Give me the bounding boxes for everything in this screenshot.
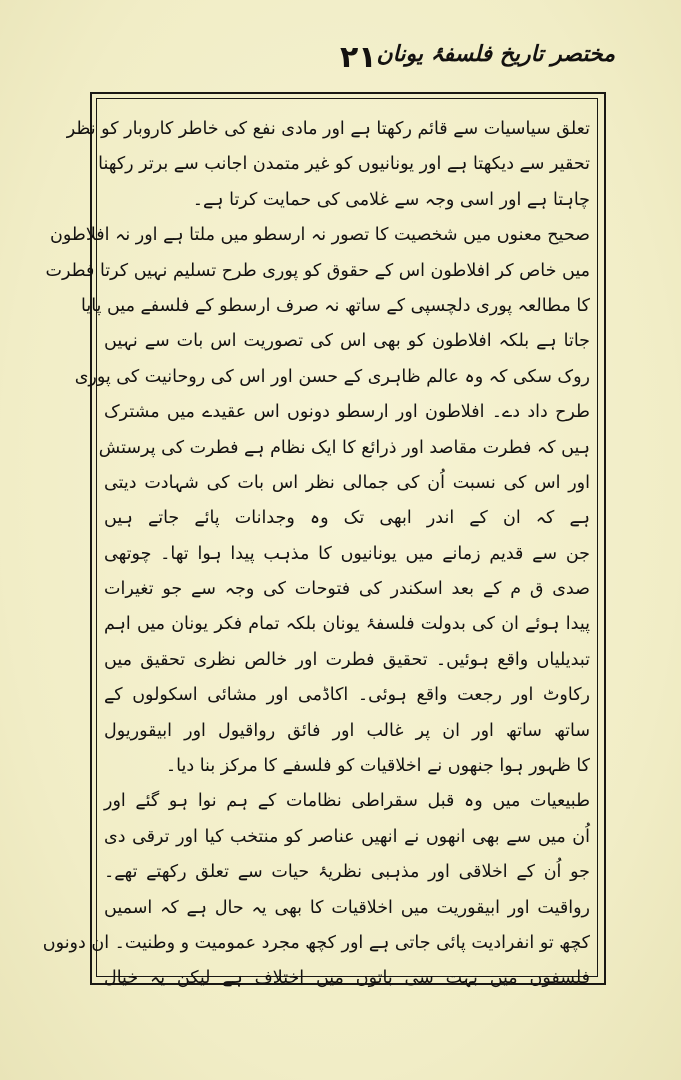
text-line: کا مطالعہ پوری دلچسپی کے ساتھ نہ صرف ارسطو کے فلسفے میں پایا [81,295,590,316]
text-line: جو اُن کے اخلاقی اور مذہبی نظریۂ حیات سے تعلق رکھتے تھے۔ [104,862,590,883]
running-title: مختصر تاریخ فلسفۂ یونان [376,42,615,67]
text-line: ہیں کہ فطرت مقاصد اور ذرائع کا ایک نظام ہے فطرت کی پرستش [98,437,590,458]
text-line: ساتھ ساتھ اور ان پر غالب اور فائق رواقیول اور ابیقوریول [104,720,590,741]
text-line: تبدیلیاں واقع ہوئیں۔ تحقیق فطرت اور خالص نظری تحقیق میں [104,649,590,670]
text-line: اور اس کی نسبت اُن کی جمالی نظر اس بات کی شہادت دیتی [104,472,590,493]
text-line: تحقیر سے دیکھتا ہے اور یونانیوں کو غیر متمدن اجانب سے برتر رکھنا [98,154,590,175]
text-line: تعلق سیاسیات سے قائم رکھتا ہے اور مادی نفع کی خاطر کاروبار کو نظر [66,119,590,139]
text-line: رکاوٹ اور رجعت واقع ہوئی۔ اکاڈمی اور مشائی اسکولوں کے [104,685,590,706]
text-line: فلسفوں میں بہت سی باتوں میں اختلاف ہے لیکن یہ خیال [104,968,590,989]
text-line: میں خاص کر افلاطون اس کے حقوق کو پوری طرح تسلیم نہیں کرتا فطرت [45,260,590,281]
text-line: کچھ تو انفرادیت پائی جاتی ہے اور کچھ مجرد عمومیت و وطنیت۔ ان دونوں [42,932,590,953]
text-line: طرح داد دے۔ افلاطون اور ارسطو دونوں اس عقیدے میں مشترک [104,402,590,423]
text-line: جاتا ہے بلکہ افلاطون کو بھی اس کی تصوریت اس بات سے نہیں [104,331,590,352]
text-line: چاہتا ہے اور اسی وجہ سے غلامی کی حمایت کرتا ہے۔ [192,189,590,210]
text-line: جن سے قدیم زمانے میں یونانیوں کا مذہب پیدا ہوا تھا۔ چوتھی [104,543,590,564]
body-text [42,112,590,997]
page-number: ۲۱ [340,40,377,75]
text-line: روک سکی کہ وہ عالم ظاہری کے حسن اور اس کی روحانیت کی پوری [74,366,590,387]
text-line: طبیعیات میں وہ قبل سقراطی نظامات کے ہم نوا ہو گئے اور [104,791,590,812]
text-line: کا ظہور ہوا جنھوں نے اخلاقیات کو فلسفے کا مرکز بنا دیا۔ [165,756,590,777]
text-line: ہے کہ ان کے اندر ابھی تک وہ وجدانات پائے جاتے ہیں [104,508,590,529]
text-line: رواقیت اور ابیقوریت میں اخلاقیات کا بھی یہ حال ہے کہ اسمیں [104,897,590,918]
text-line: پیدا ہوئے ان کی بدولت فلسفۂ یونان بلکہ تمام فکر یونان میں اہم [104,614,590,635]
text-line: اُن میں سے بھی انھوں نے انھیں عناصر کو منتخب کیا اور ترقی دی [104,826,590,847]
text-line: صدی ق م کے بعد اسکندر کی فتوحات کی وجہ سے جو تغیرات [104,579,590,600]
text-line: صحیح معنوں میں شخصیت کا تصور نہ ارسطو میں ملتا ہے اور نہ افلاطون [50,225,590,246]
